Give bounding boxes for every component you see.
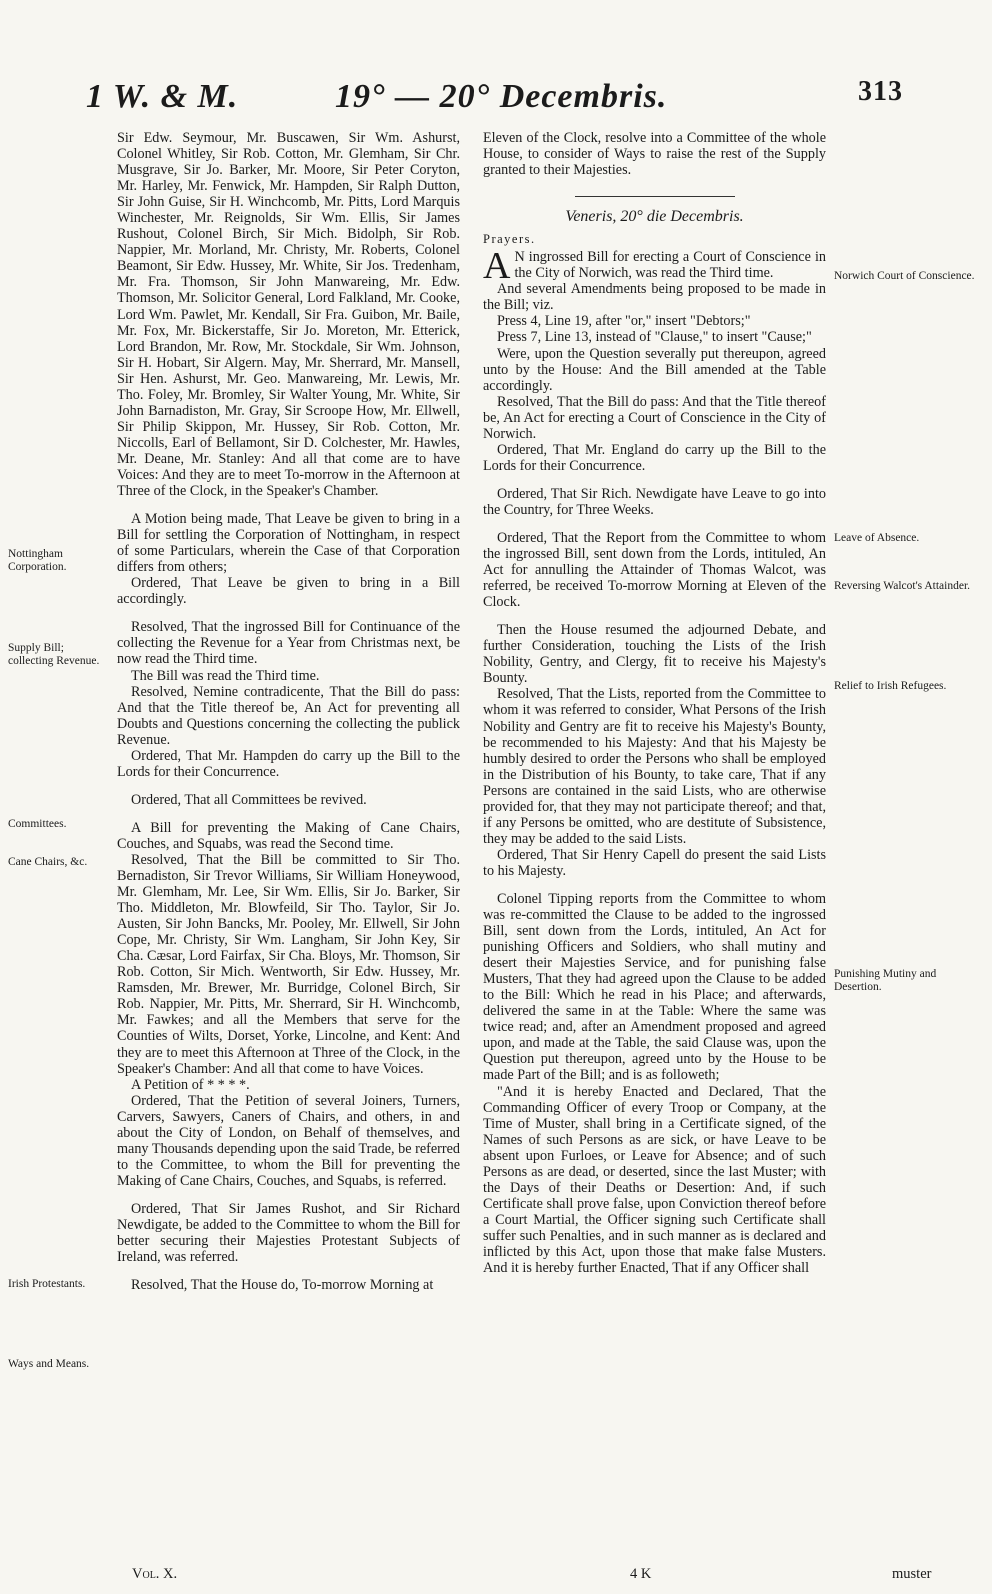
day-heading: Veneris, 20° die Decembris. — [565, 208, 744, 226]
margin-note-committees: Committees. — [8, 818, 67, 830]
amendments-para: And several Amendments being proposed to be made in the Bill; viz. — [483, 281, 826, 314]
running-header — [0, 74, 992, 124]
margin-note-nottingham: Nottingham Corporation. — [8, 548, 67, 573]
nottingham-order: Ordered, That Leave be given to bring in a Bill accordingly. — [117, 575, 460, 608]
volume-footer: Vol. X. — [132, 1566, 178, 1582]
irish-lists-resolved: Resolved, That the Lists, reported from the Committee to whom it was referred to consider, What Persons of the Irish Nobility and Gentry are fit to receive his Majesty's Bounty, be recommended to his Majesty: And that his Majesty be humbly desired to order the Persons who shall be employed in the Distribution of his Bounty, to take care, That if any Persons are contained in the said Lists, who are otherwise provided for, that they may not participate thereof; and that, if any Persons be omitted, who are destitute of Subsistence, they may be added to the said Lists. — [483, 686, 826, 847]
page-number: 313 — [858, 76, 903, 107]
petition-line: A Petition of * * * *. — [131, 1076, 250, 1093]
margin-note-leave-absence: Leave of Absence. — [834, 532, 920, 544]
capell-order: Ordered, That Sir Henry Capell do present the said Lists to his Majesty. — [483, 846, 826, 879]
left-column — [117, 130, 460, 1293]
drop-cap: A — [483, 245, 511, 288]
leave-absence-order: Ordered, That Sir Rich. Newdigate have Leave to go into the Country, for Three Weeks. — [483, 485, 826, 518]
nottingham-motion: A Motion being made, That Leave be given to bring in a Bill for settling the Corporation of Nottingham, in respect of some Particulars, wherein the Case of that Corporation differs from others; — [117, 511, 460, 576]
catchword: muster — [892, 1566, 932, 1582]
margin-note-walcot: Reversing Walcot's Attainder. — [834, 580, 971, 592]
margin-note-irish-protestants: Irish Protestants. — [8, 1278, 86, 1290]
committee-list-para: Sir Edw. Seymour, Mr. Buscawen, Sir Wm. Ashurst, Colonel Whitley, Sir Rob. Cotton, Mr. Glemham, Sir Chr. Musgrave, Sir Jo. Barker, Mr. Moore, Sir Peter Coryton, Mr. Harley, Mr. Fenwick, Mr. Hampden, Sir Ralph Dutton, Sir John Guise, Sir H. Winchcomb, Mr. Pitts, Lord Marquis Winchester, Mr. Reignolds, Sir Wm. Ellis, Sir James Rushout, Colonel Birch, Sir Mich. Bidolph, Sir Rob. Nappier, Mr. Morland, Mr. Christy, Mr. Roberts, Colonel Beamont, Sir Edw. Hussey, Mr. White, Sir Jos. Tredenham, Mr. Fra. Thomson, Sir John Manwareing, Mr. Edw. Thomson, Mr. Solicitor General, Lord Falkland, Mr. Cooke, Lord Wm. Pawlet, Mr. Kendall, Sir Fra. Guibon, Mr. Baile, Mr. Fox, Mr. Bickerstaffe, Sir Jo. Moreton, Mr. Etterick, Lord Brandon, Mr. Row, Mr. Stockdale, Sir Wm. Johnson, Sir H. Hobart, Sir Algern. May, Mr. Sherrard, Mr. Mansell, Sir Hen. Ashurst, Mr. Geo. Manwareing, Mr. Lewis, Mr. Tho. Foley, Mr. Bromley, Sir Walter Young, Mr. White, Sir John Barnadiston, Mr. Gray, Sir Scroope How, Mr. Ellwell, Sir Philip Skippon, Mr. Hussey, Sir Rob. Cotton, Mr. Niccolls, Earl of Bellamont, Sir D. Colchester, Mr. Hawles, Mr. Deane, Mr. Stanley: And all that come are to have Voices: And they are to meet To-morrow in the Afternoon at Three of the Clock, in the Speaker's Chamber. — [117, 130, 460, 500]
revenue-carry: Ordered, That Mr. Hampden do carry up the Bill to the Lords for their Concurrence. — [117, 747, 460, 780]
header-date: 19° — 20° Decembris. — [335, 78, 668, 115]
margin-note-supply-bill: Supply Bill; collecting Revenue. — [8, 642, 100, 667]
margin-note-mutiny: Punishing Mutiny and Desertion. — [834, 968, 937, 993]
cane-chairs-committee: Resolved, That the Bill be committed to Sir Tho. Bernadiston, Sir Trevor Williams, Sir William Honeywood, Mr. Glemham, Mr. Lee, Sir Wm. Ellis, Sir Jo. Barker, Sir Tho. Middleton, Mr. Blowfeild, Sir Tho. Taylor, Sir Jo. Austen, Sir John Bancks, Mr. Pooley, Mr. Ellwell, Sir John Cope, Mr. Christy, Sir Wm. Langham, Sir John Key, Sir Cha. Cæsar, Lord Fairfax, Sir Cha. Bloys, Mr. Thomson, Sir Rob. Cotton, Sir Mich. Wentworth, Sir Edw. Hussey, Mr. Ramsden, Mr. Brewer, Mr. Burridge, Colonel Birch, Sir Rob. Nappier, Mr. Pitts, Mr. Sherrard, Sir H. Winchcomb, Mr. Fawkes; and all the Members that serve for the Counties of Wilts, Dorset, Yorke, Lincolne, and Kent: And they are to meet this Afternoon at Three of the Clock, in the Speaker's Chamber: And all that come to have Voices. — [117, 851, 460, 1077]
tipping-report: Colonel Tipping reports from the Committee to whom was re-committed the Clause to be added to the ingrossed Bill, sent down from the Lords, intituled, An Act for punishing Officers and Soldiers, who shall mutiny and desert their Majesties Service, and for punishing false Musters, That they had agreed upon the Clause to be added to the Bill: Which he read in his Place; and afterwards, delivered the same in at the Table: Where the same was twice read; and, after an Amendment proposed and agreed upon, and made at the Table, the said Clause was, upon the Question put thereupon, agreed unto by the House to be made Part of the Bill; and is as followeth; — [483, 890, 826, 1084]
clause-text: "And it is hereby Enacted and Declared, That the Commanding Officer of every Troop or Company, at the Time of Muster, shall bring in a Certificate signed, of the Names of such Persons as are sick, or have Leave to be absent upon Furloes, or Leave for Absence; and of such Persons as are dead, or deserted, since the last Muster; with the Days of their Deaths or Desertion: And, if such Certificate shall prove false, upon Conviction thereof before a Court Martial, the Officer signing such Certificate shall suffer such Penalties, and in such manner as is declared and inflicted by this Act, upon those that make false Musters. And it is hereby further Enacted, That if any Officer shall — [483, 1083, 826, 1277]
right-column — [483, 130, 826, 1276]
continuation-para: Eleven of the Clock, resolve into a Committee of the whole House, to consider of Ways to raise the rest of the Supply granted to their Majesties. — [483, 130, 826, 179]
joiners-petition: Ordered, That the Petition of several Joiners, Turners, Carvers, Sawyers, Caners of Chairs, and others, in and about the City of London, on Behalf of themselves, and many Thousands depending upon the said Trade, be referred to the Committee, to whom the Bill for preventing the Making of Cane Chairs, Couches, and Squabs, is referred. — [117, 1092, 460, 1189]
signature-mark: 4 K — [630, 1566, 652, 1582]
margin-note-ways-means: Ways and Means. — [8, 1358, 90, 1370]
norwich-pass: Resolved, That the Bill do pass: And that the Title thereof be, An Act for erecting a Court of Conscience in the City of Norwich. — [483, 393, 826, 442]
irish-debate-para: Then the House resumed the adjourned Debate, and further Consideration, touching the Lists of the Irish Nobility, Gentry, and Clergy, fit to receive his Majesty's Bounty. — [483, 622, 826, 687]
margin-note-norwich: Norwich Court of Conscience. — [834, 270, 975, 282]
header-regnal-year: 1 W. & M. — [86, 78, 239, 115]
section-rule — [575, 196, 735, 197]
norwich-bill-para: A N ingrossed Bill for erecting a Court of Conscience in the City of Norwich, was read the Third time. — [483, 245, 826, 288]
agreed-para: Were, upon the Question severally put thereupon, agreed unto by the House: And the Bill amended at the Table accordingly. — [483, 345, 826, 394]
amendment-2: Press 7, Line 13, instead of "Clause," to insert "Cause;" — [497, 329, 812, 346]
cane-chairs-bill: A Bill for preventing the Making of Cane Chairs, Couches, and Squabs, was read the Second time. — [117, 819, 460, 852]
revenue-read: The Bill was read the Third time. — [131, 667, 320, 684]
committees-revived: Ordered, That all Committees be revived. — [131, 791, 367, 808]
margin-note-irish-refugees: Relief to Irish Refugees. — [834, 680, 947, 692]
revenue-resolved: Resolved, That the ingrossed Bill for Continuance of the collecting the Revenue for a Year from Christmas next, be now read the Third time. — [117, 619, 460, 668]
norwich-carry: Ordered, That Mr. England do carry up the Bill to the Lords for their Concurrence. — [483, 441, 826, 474]
walcot-report-order: Ordered, That the Report from the Committee to whom the ingrossed Bill, sent down from the Lords, intituled, An Act for annulling the Attainder of Thomas Walcot, was referred, be received To-morrow Morning at Eleven of the Clock. — [483, 529, 826, 611]
margin-note-cane-chairs: Cane Chairs, &c. — [8, 856, 88, 868]
amendment-1: Press 4, Line 19, after "or," insert "Debtors;" — [497, 313, 751, 330]
ways-means-resolved: Resolved, That the House do, To-morrow Morning at — [131, 1277, 434, 1294]
prayers-heading: Prayers. — [483, 232, 536, 247]
irish-protestants-order: Ordered, That Sir James Rushot, and Sir Richard Newdigate, be added to the Committee to whom the Bill for better securing their Majesties Protestant Subjects of Ireland, was referred. — [117, 1200, 460, 1266]
revenue-pass: Resolved, Nemine contradicente, That the Bill do pass: And that the Title thereof be, An Act for preventing all Doubts and Questions concerning the collecting the publick Revenue. — [117, 683, 460, 748]
